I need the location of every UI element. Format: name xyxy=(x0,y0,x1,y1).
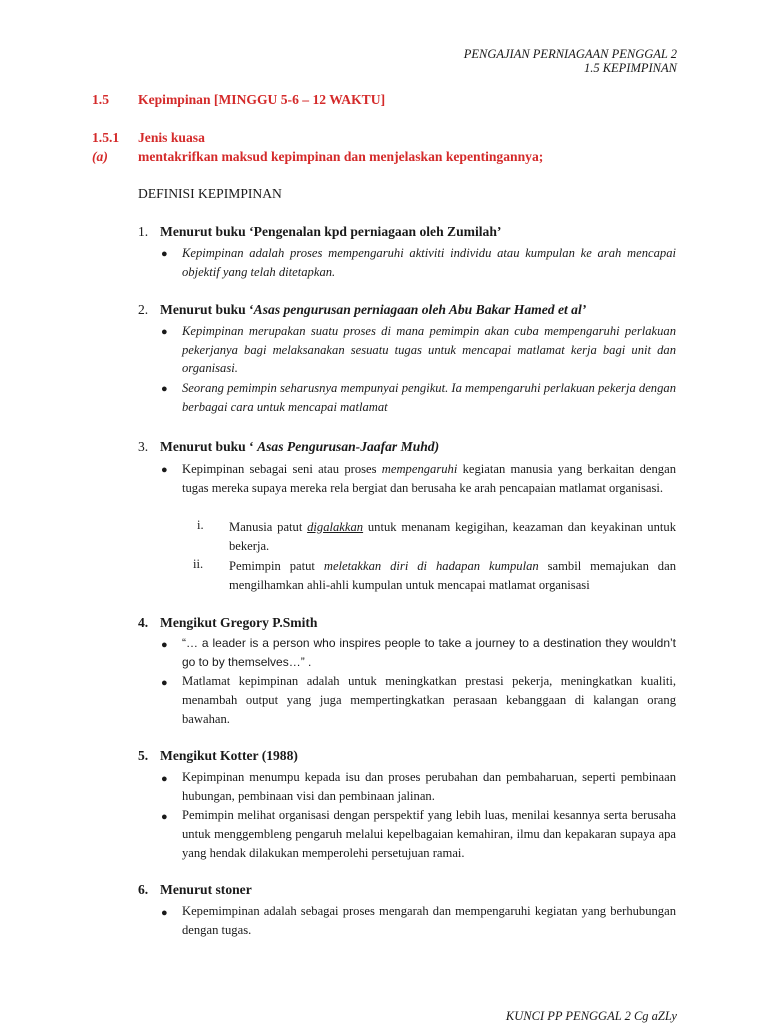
header-subject: PENGAJIAN PERNIAGAAN PENGGAL 2 xyxy=(463,47,677,61)
bullet-text-emphasis: mempengaruhi xyxy=(381,462,458,476)
page-footer: KUNCI PP PENGGAL 2 Cg aZLy xyxy=(505,1009,677,1023)
item-title: Mengikut Gregory P.Smith xyxy=(160,615,318,630)
item-title xyxy=(160,439,439,455)
bullet-icon: ● xyxy=(161,639,168,651)
running-header xyxy=(464,47,677,75)
item-title: Menurut stoner xyxy=(160,882,252,897)
objective-text: mentakrifkan maksud kepimpinan dan menjelaskan kepentingannya; xyxy=(138,149,544,164)
subitem-number: ii. xyxy=(193,557,204,571)
subitem-post: sambil memajukan dan mengilhamkan ahli-ahli kumpulan untuk mencapai matlamat organisasi xyxy=(229,559,676,592)
bullet-text: Seorang pemimpin seharusnya mempunyai pengikut. Ia mempengaruhi perlakuan pekerja dengan berbagai cara untuk mencapai matlamat xyxy=(182,381,676,414)
bullet-text-pre: Kepimpinan sebagai seni atau proses xyxy=(182,462,382,476)
item-number: 5. xyxy=(138,748,149,763)
item-title xyxy=(160,302,586,318)
item-number: 2. xyxy=(138,302,149,317)
subitem-pre: Manusia patut xyxy=(229,520,308,534)
bullet-text: Kepimpinan merupakan suatu proses di mana pemimpin akan cuba mempengaruhi perlakuan pekerjanya bagi melaksanakan sesuatu tugas untuk mencapai matlamat kerja bagi unit dan organisasi. xyxy=(182,324,676,375)
subitem-text xyxy=(229,518,676,556)
bullet-text: Kepemimpinan adalah sebagai proses mengarah dan mempengaruhi kegiatan yang berhubungan dengan tugas. xyxy=(182,904,676,937)
subitem-text xyxy=(229,557,676,595)
bullet-text: Kepimpinan menumpu kepada isu dan proses perubahan dan pembaharuan, seperti pembinaan hubungan, pembinaan visi dan pembinaan jalinan. xyxy=(182,770,676,803)
item-title-book: Asas Pengurusan-Jaafar Muhd) xyxy=(257,439,440,454)
item-title-prefix: Menurut buku ‘ xyxy=(160,302,254,317)
bullet-text: Matlamat kepimpinan adalah untuk meningkatkan prestasi pekerja, meningkatkan kualiti, menambah output yang juga mempertingkatkan perasaan kebanggaan di kalangan orang bawahan. xyxy=(182,674,676,726)
section-number: 1.5 xyxy=(92,92,109,107)
bullet-icon: ● xyxy=(161,907,168,919)
item-number: 3. xyxy=(138,439,149,454)
bullet-icon: ● xyxy=(161,677,168,689)
section-title: Kepimpinan [MINGGU 5-6 – 12 WAKTU] xyxy=(138,92,386,107)
item-title-prefix: Menurut buku ‘ xyxy=(160,439,258,454)
subsection-title: Jenis kuasa xyxy=(138,130,205,145)
header-chapter: 1.5 KEPIMPINAN xyxy=(583,61,677,75)
bullet-icon: ● xyxy=(161,811,168,823)
subitem-emphasis: meletakkan diri di hadapan kumpulan xyxy=(323,559,539,573)
item-title: Mengikut Kotter (1988) xyxy=(160,748,298,763)
item-title-book: Asas pengurusan perniagaan oleh Abu Bakar Hamed et al’ xyxy=(253,302,587,317)
bullet-icon: ● xyxy=(161,383,168,395)
item-number: 1. xyxy=(138,224,149,239)
bullet-text-quote: “… a leader is a person who inspires people to take a journey to a destination they wouldn’t go to by themselves…” . xyxy=(182,636,676,669)
bullet-text: Pemimpin melihat organisasi dengan perspektif yang lebih luas, menilai kesannya serta berusaha untuk menggembleng pengaruh melalui kepelbagaian kemahiran, ilmu dan kepakaran supaya apa yang hendak dilakukan memperolehi persetujuan ramai. xyxy=(182,808,676,860)
subitem-pre: Pemimpin patut xyxy=(229,559,324,573)
item-number: 6. xyxy=(138,882,149,897)
bullet-text: Kepimpinan adalah proses mempengaruhi aktiviti individu atau kumpulan ke arah mencapai objektif yang telah ditetapkan. xyxy=(182,246,676,279)
subitem-post: untuk menanam kegigihan, keazaman dan keyakinan untuk bekerja. xyxy=(229,520,676,553)
bullet-icon: ● xyxy=(161,326,168,338)
bullet-icon: ● xyxy=(161,248,168,260)
subitem-emphasis: digalakkan xyxy=(307,520,364,534)
bullet-text xyxy=(182,460,676,498)
objective-label: (a) xyxy=(92,149,108,164)
bullet-text-post: kegiatan manusia yang berkaitan dengan tugas mereka supaya mereka rela bergiat dan berusaha ke arah pencapaian matlamat organisasi. xyxy=(182,462,676,495)
bullet-icon: ● xyxy=(161,464,168,476)
item-title: Menurut buku ‘Pengenalan kpd perniagaan oleh Zumilah’ xyxy=(160,224,502,239)
subsection-number: 1.5.1 xyxy=(92,130,120,145)
item-number: 4. xyxy=(138,615,149,630)
definisi-heading: DEFINISI KEPIMPINAN xyxy=(138,186,282,201)
subitem-number: i. xyxy=(197,518,204,532)
bullet-icon: ● xyxy=(161,773,168,785)
